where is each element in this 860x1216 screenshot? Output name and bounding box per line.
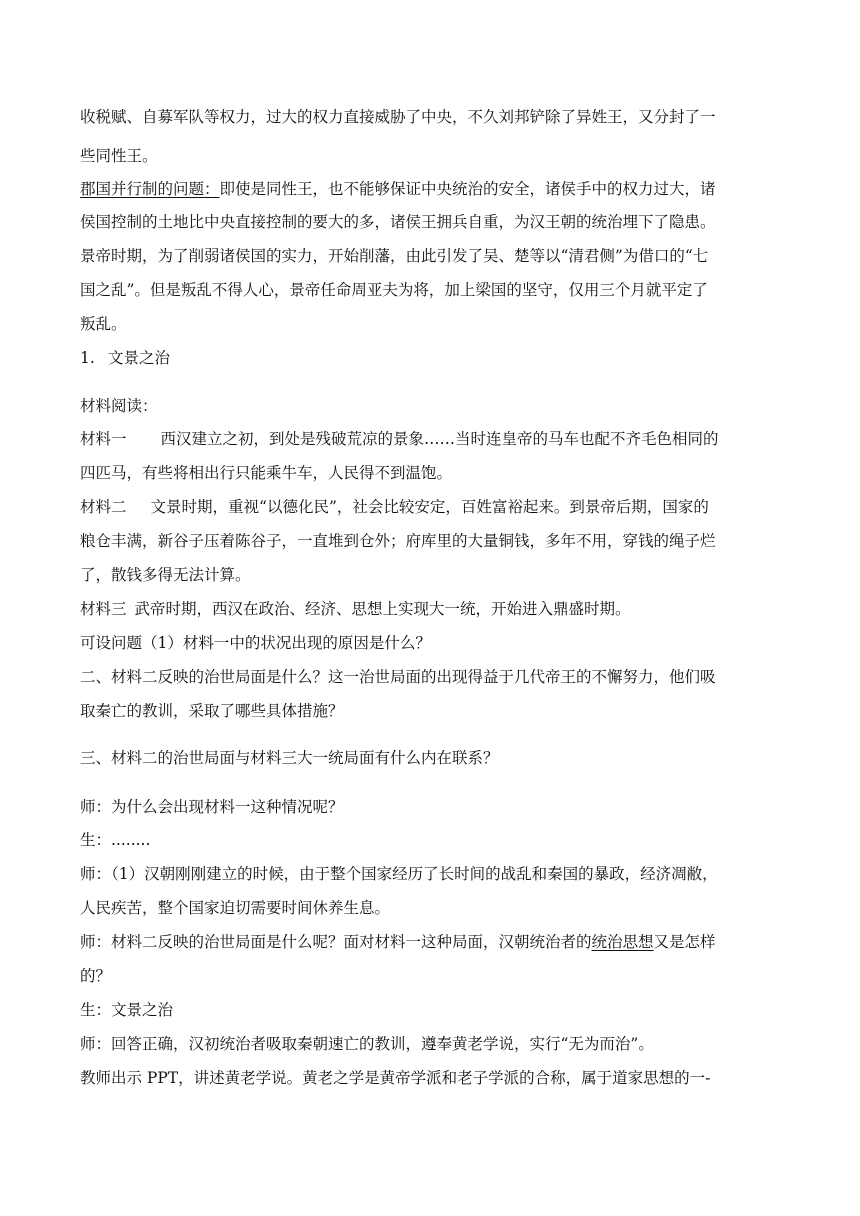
- paragraph-line: 叛乱。: [80, 315, 127, 333]
- material-label: 材料三: [80, 600, 127, 618]
- paragraph-line: 师：为什么会出现材料一这种情况呢？: [80, 798, 344, 816]
- paragraph-line: 师：回答正确，汉初统治者吸取秦朝速亡的教训，遵奉黄老学说，实行“无为而治”。: [80, 1035, 654, 1053]
- paragraph-line: 了，散钱多得无法计算。: [80, 566, 251, 584]
- numbered-heading: [80, 347, 170, 369]
- paragraph-text: 师：材料二反映的治世局面是什么呢？面对材料一这种局面，汉朝统治者的: [80, 933, 592, 951]
- material-line: [80, 598, 631, 620]
- underlined-term: 统治思想: [591, 933, 654, 951]
- material-line: [80, 428, 719, 450]
- material-label: 材料一: [80, 430, 127, 448]
- paragraph-line: 侯国控制的土地比中央直接控制的要大的多，诸侯王拥兵自重，为汉王朝的统治埋下了隐患。: [80, 213, 716, 231]
- paragraph-line: 人民疾苦，整个国家迫切需要时间休养生息。: [80, 899, 391, 917]
- paragraph-line: 些同性王。: [80, 147, 158, 165]
- material-label: 材料二: [80, 498, 127, 516]
- section-heading-underlined: 郡国并行制的问题：: [80, 180, 220, 198]
- paragraph-line: 的？: [80, 967, 112, 985]
- paragraph-line: 景帝时期，为了削弱诸侯国的实力，开始削藩，由此引发了吴、楚等以“清君侧”为借口的“七: [80, 247, 709, 265]
- paragraph-line: 二、材料二反映的治世局面是什么？这一治世局面的出现得益于几代帝王的不懈努力，他们吸: [80, 668, 716, 686]
- material-text: 西汉建立之初，到处是残破荒凉的景象……当时连皇帝的马车也配不齐毛色相同的: [160, 430, 719, 448]
- paragraph-line: 材料阅读：: [80, 397, 158, 415]
- paragraph-line: 生：........: [80, 831, 151, 849]
- paragraph-text: 即使是同性王，也不能够保证中央统治的安全，诸侯手中的权力过大，诸: [219, 180, 716, 198]
- paragraph-line: 取秦亡的教训，采取了哪些具体措施？: [80, 702, 344, 720]
- paragraph-text: 又是怎样: [653, 933, 716, 951]
- paragraph-line: 生：文景之治: [80, 1001, 174, 1019]
- paragraph-line: 收税赋、自募军队等权力，过大的权力直接威胁了中央，不久刘邦铲除了异姓王，又分封了一: [80, 108, 716, 126]
- material-text: 文景时期，重视“以德化民”，社会比较安定，百姓富裕起来。到景帝后期，国家的: [150, 498, 709, 516]
- paragraph-line: 师：（1）汉朝刚刚建立的时候，由于整个国家经历了长时间的战乱和秦国的暴政，经济凋敝，: [80, 865, 718, 883]
- list-number: 1.: [80, 349, 95, 367]
- material-text: 武帝时期，西汉在政治、经济、思想上实现大一统，开始进入鼎盛时期。: [134, 600, 631, 618]
- heading-text: 文景之治: [108, 349, 171, 367]
- paragraph-line: 国之乱”。但是叛乱不得人心，景帝任命周亚夫为将，加上梁国的坚守，仅用三个月就平定了: [80, 281, 708, 299]
- paragraph-line: 粮仓丰满，新谷子压着陈谷子，一直堆到仓外；府库里的大量铜钱，多年不用，穿钱的绳子烂: [80, 532, 716, 550]
- material-line: [80, 496, 709, 518]
- paragraph-line: 四匹马，有些将相出行只能乘牛车，人民得不到温饱。: [80, 464, 453, 482]
- paragraph-line: [80, 931, 716, 953]
- paragraph-line: 可设问题（1）材料一中的状况出现的原因是什么？: [80, 634, 431, 652]
- paragraph-line: 教师出示 PPT，讲述黄老学说。黄老之学是黄帝学派和老子学派的合称，属于道家思想的一-: [80, 1069, 711, 1087]
- paragraph-line: [80, 178, 716, 200]
- paragraph-line: 三、材料二的治世局面与材料三大一统局面有什么内在联系？: [80, 749, 499, 767]
